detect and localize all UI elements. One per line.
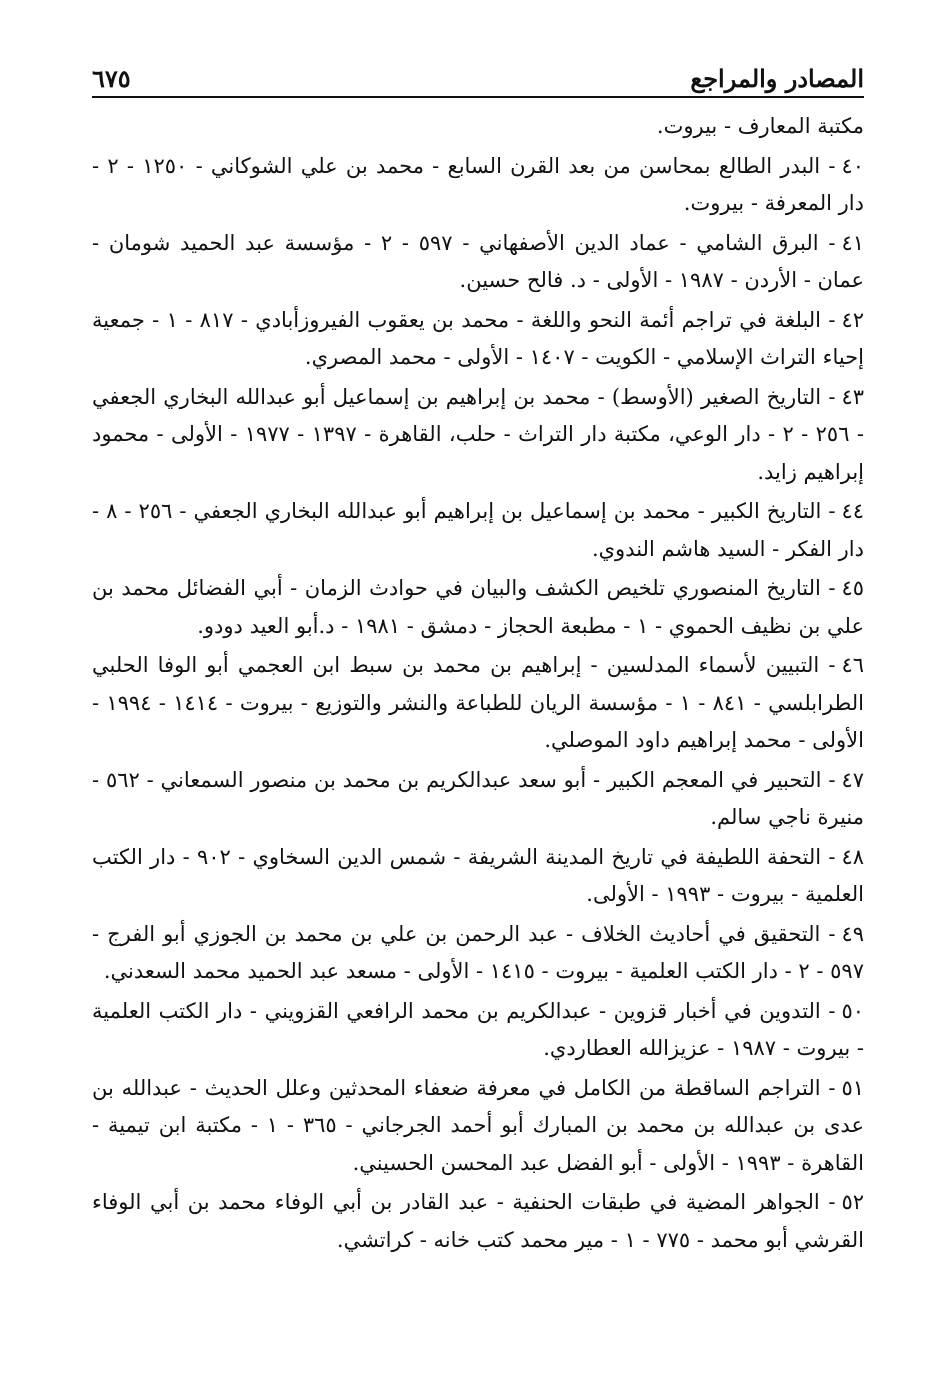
reference-entry-52	[92, 1184, 864, 1259]
entry-number: ٥٠	[841, 998, 864, 1023]
entry-number: ٤٧	[841, 767, 864, 792]
entry-text: - البدر الطالع بمحاسن من بعد القرن السابع - محمد بن علي الشوكاني - ١٢٥٠ - ٢ - دار المعرفة - بيروت.	[92, 153, 864, 215]
reference-entry-46	[92, 647, 864, 760]
reference-entry-42	[92, 302, 864, 377]
entry-number: ٤٢	[841, 307, 865, 332]
entry-text: - الجواهر المضية في طبقات الحنفية - عبد القادر بن أبي الوفاء محمد بن أبي الوفاء القرشي أبو محمد - ٧٧٥ - ١ - مير محمد كتب خانه - كراتشي.	[92, 1190, 864, 1252]
entry-number: ٥١	[841, 1075, 864, 1100]
entry-text: - التراجم الساقطة من الكامل في معرفة ضعفاء المحدثين وعلل الحديث - عبدالله بن عدى بن عبدالله بن محمد بن المبارك أبو أحمد الجرجاني - ٣٦٥ - ١ - مكتبة ابن تيمية - القاهرة - ١٩٩٣ - الأولى - أبو الفضل عبد المحسن الحسيني.	[92, 1075, 864, 1175]
running-title: المصادر والمراجع	[690, 64, 864, 93]
entry-number: ٤٦	[841, 653, 864, 677]
entry-text: - التاريخ الصغير (الأوسط) - محمد بن إبراهيم بن إسماعيل أبو عبدالله البخاري الجعفي - ٢٥٦ - ٢ - دار الوعي، مكتبة دار التراث - حلب، القاهرة - ١٣٩٧ - ١٩٧٧ - الأولى - محمود إبراهيم زايد.	[92, 384, 864, 484]
reference-entry-50	[92, 993, 864, 1068]
entry-text: - البلغة في تراجم أئمة النحو واللغة - محمد بن يعقوب الفيروزأبادي - ٨١٧ - ١ - جمعية إحياء التراث الإسلامي - الكويت - ١٤٠٧ - الأولى - محمد المصري.	[92, 307, 864, 369]
entry-text: - التاريخ المنصوري تلخيص الكشف والبيان في حوادث الزمان - أبي الفضائل محمد بن علي بن نظيف الحموي - ١ - مطبعة الحجاز - دمشق - ١٩٨١ - د.أبو العيد دودو.	[92, 576, 864, 638]
reference-entry-49	[92, 916, 864, 991]
reference-entry-43	[92, 379, 864, 492]
reference-entry-47	[92, 762, 864, 837]
entry-number: ٤٣	[841, 384, 864, 409]
entry-number: ٥٢	[841, 1190, 864, 1214]
entry-number: ٤٠	[841, 153, 864, 178]
entry-text: - التدوين في أخبار قزوين - عبدالكريم بن محمد الرافعي القزويني - دار الكتب العلمية - بيروت - ١٩٨٧ - عزيزالله العطاردي.	[92, 998, 864, 1060]
reference-entry-51	[92, 1070, 864, 1183]
entry-text: - التبيين لأسماء المدلسين - إبراهيم بن محمد بن سبط ابن العجمي أبو الوفا الحلبي الطرابلسي - ٨٤١ - ١ - مؤسسة الريان للطباعة والنشر والتوزيع - بيروت - ١٤١٤ - ١٩٩٤ - الأولى - محمد إبراهيم داود الموصلي.	[92, 653, 865, 752]
entry-text: - البرق الشامي - عماد الدين الأصفهاني - ٥٩٧ - ٢ - مؤسسة عبد الحميد شومان - عمان - الأردن - ١٩٨٧ - الأولى - د. فالح حسين.	[92, 230, 864, 292]
entry-number: ٤٥	[841, 576, 864, 600]
continued-entry-text: مكتبة المعارف - بيروت.	[656, 114, 864, 138]
entry-text: - التحقيق في أحاديث الخلاف - عبد الرحمن بن علي بن محمد بن الجوزي أبو الفرج - ٥٩٧ - ٢ - دار الكتب العلمية - بيروت - ١٤١٥ - الأولى - مسعد عبد الحميد محمد السعدني.	[92, 921, 864, 983]
entry-text: - التحبير في المعجم الكبير - أبو سعد عبدالكريم بن محمد بن منصور السمعاني - ٥٦٢ - منيرة ناجي سالم.	[92, 767, 864, 829]
reference-entry-48	[92, 839, 864, 914]
entry-number: ٤١	[841, 230, 864, 255]
page-number: ٦٧٥	[92, 64, 131, 93]
entry-number: ٤٨	[841, 844, 864, 869]
entry-text: - التحفة اللطيفة في تاريخ المدينة الشريفة - شمس الدين السخاوي - ٩٠٢ - دار الكتب العلمية - بيروت - ١٩٩٣ - الأولى.	[92, 844, 864, 906]
entry-text: - التاريخ الكبير - محمد بن إسماعيل بن إبراهيم أبو عبدالله البخاري الجعفي - ٢٥٦ - ٨ - دار الفكر - السيد هاشم الندوي.	[92, 499, 864, 561]
reference-entry-44	[92, 493, 864, 568]
entry-number: ٤٩	[841, 921, 864, 946]
reference-entry-45	[92, 570, 864, 645]
reference-entry-40	[92, 148, 864, 223]
references-list	[92, 108, 864, 1261]
reference-entry-41	[92, 225, 864, 300]
entry-number: ٤٤	[841, 499, 864, 523]
page-header	[92, 56, 864, 98]
